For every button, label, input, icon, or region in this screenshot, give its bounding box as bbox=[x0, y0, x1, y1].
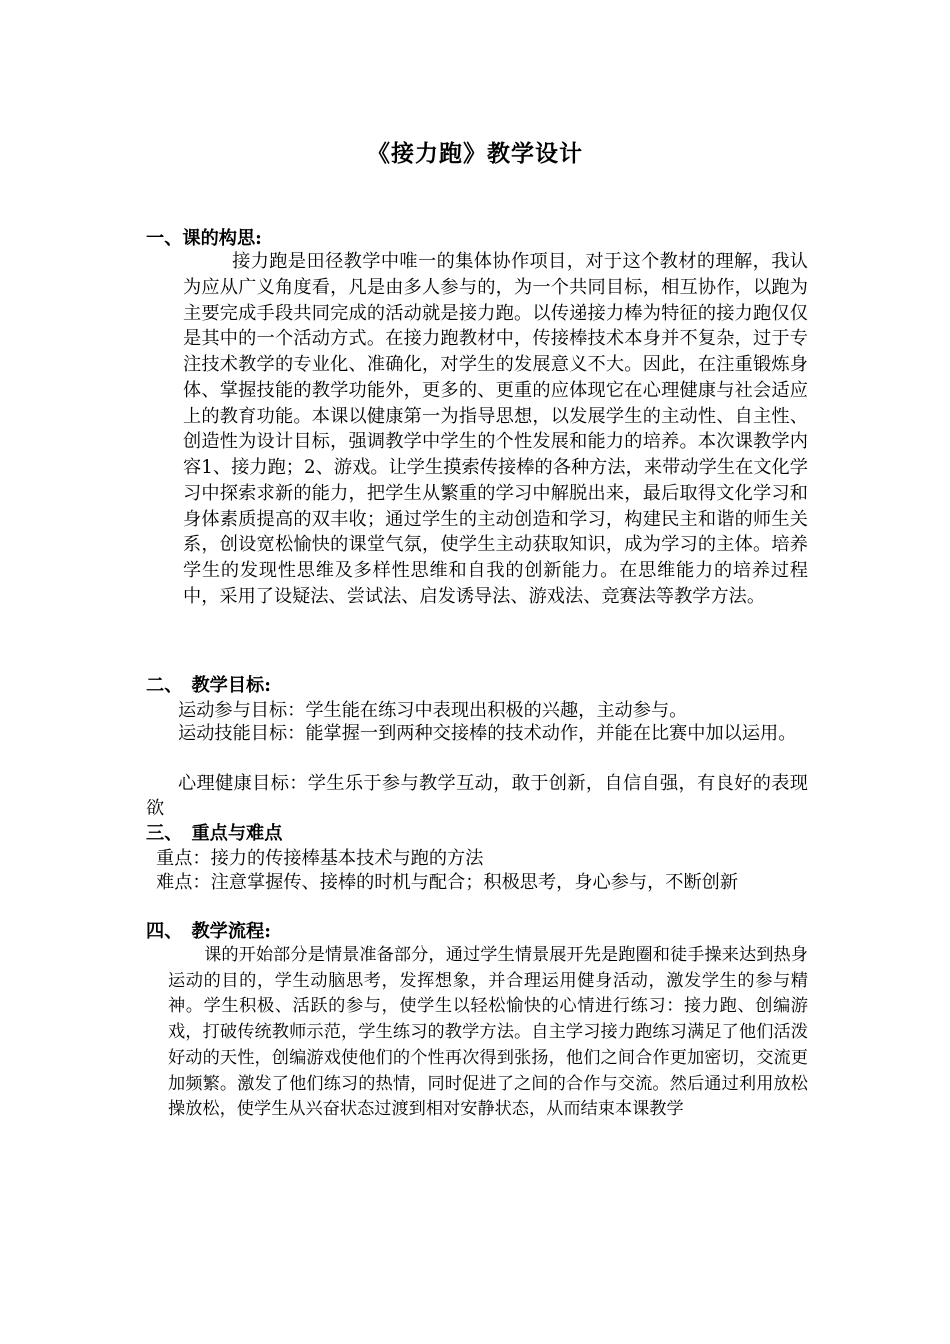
document-title: 《接力跑》教学设计 bbox=[367, 141, 583, 167]
section1-heading: 一、课的构思: bbox=[146, 228, 262, 249]
difficult-point: 难点：注意掌握传、接棒的时机与配合；积极思考，身心参与，不断创新 bbox=[156, 872, 739, 893]
section3-heading: 三、 重点与难点 bbox=[146, 823, 283, 844]
section1-body: 接力跑是田径教学中唯一的集体协作项目，对于这个教材的理解，我认为应从广义角度看，凡是由多人参与的，为一个共同目标，相互协作，以跑为主要完成手段共同完成的活动就是接力跑。以传递接力棒为特征的接力跑仅仅是其中的一个活动方式。在接力跑教材中，传接棒技术本身并不复杂，过于专注技术教学的专业化、准确化，对学生的发展意义不大。因此，在注重锻炼身体、掌握技能的教学功能外，更多的、更重的应体现它在心理健康与社会适应上的教育功能。本课以健康第一为指导思想，以发展学生的主动性、自主性、创造性为设计目标，强调教学中学生的个性发展和能力的培养。本次课教学内容1、接力跑；2、游戏。让学生摸索传接棒的各种方法，来带动学生在文化学习中探索求新的能力，把学生从繁重的学习中解脱出来，最后取得文化学习和身体素质提高的双丰收；通过学生的主动创造和学习，构建民主和谐的师生关系，创设宽松愉快的课堂气氛，使学生主动获取知识，成为学习的主体。培养学生的发现性思维及多样性思维和自我的创新能力。在思维能力的培养过程中，采用了设疑法、尝试法、启发诱导法、游戏法、竞赛法等教学方法。 bbox=[183, 251, 808, 607]
section2-heading: 二、 教学目标: bbox=[146, 675, 271, 696]
section4-heading: 四、 教学流程: bbox=[146, 921, 271, 942]
section4-body: 课的开始部分是情景准备部分，通过学生情景展开先是跑圈和徒手操来达到热身运动的目的，学生动脑思考，发挥想象，并合理运用健身活动，激发学生的参与精神。学生积极、活跃的参与，使学生以轻松愉快的心情进行练习：接力跑、创编游戏，打破传统教师示范，学生练习的教学方法。自主学习接力跑练习满足了他们活泼好动的天性，创编游戏使他们的个性再次得到张扬，他们之间合作更加密切，交流更加频繁。激发了他们练习的热情，同时促进了之间的合作与交流。然后通过利用放松操放松，使学生从兴奋状态过渡到相对安静状态，从而结束本课教学 bbox=[168, 945, 808, 1120]
goal-participation: 运动参与目标：学生能在练习中表现出积极的兴趣，主动参与。 bbox=[178, 700, 688, 721]
goal-mental-health: 心理健康目标：学生乐于参与教学互动，敢于创新，自信自强，有良好的表现欲 bbox=[146, 773, 808, 819]
goal-skill: 运动技能目标：能掌握一到两种交接棒的技术动作，并能在比赛中加以运用。 bbox=[178, 723, 797, 744]
key-point: 重点：接力的传接棒基本技术与跑的方法 bbox=[156, 848, 484, 869]
